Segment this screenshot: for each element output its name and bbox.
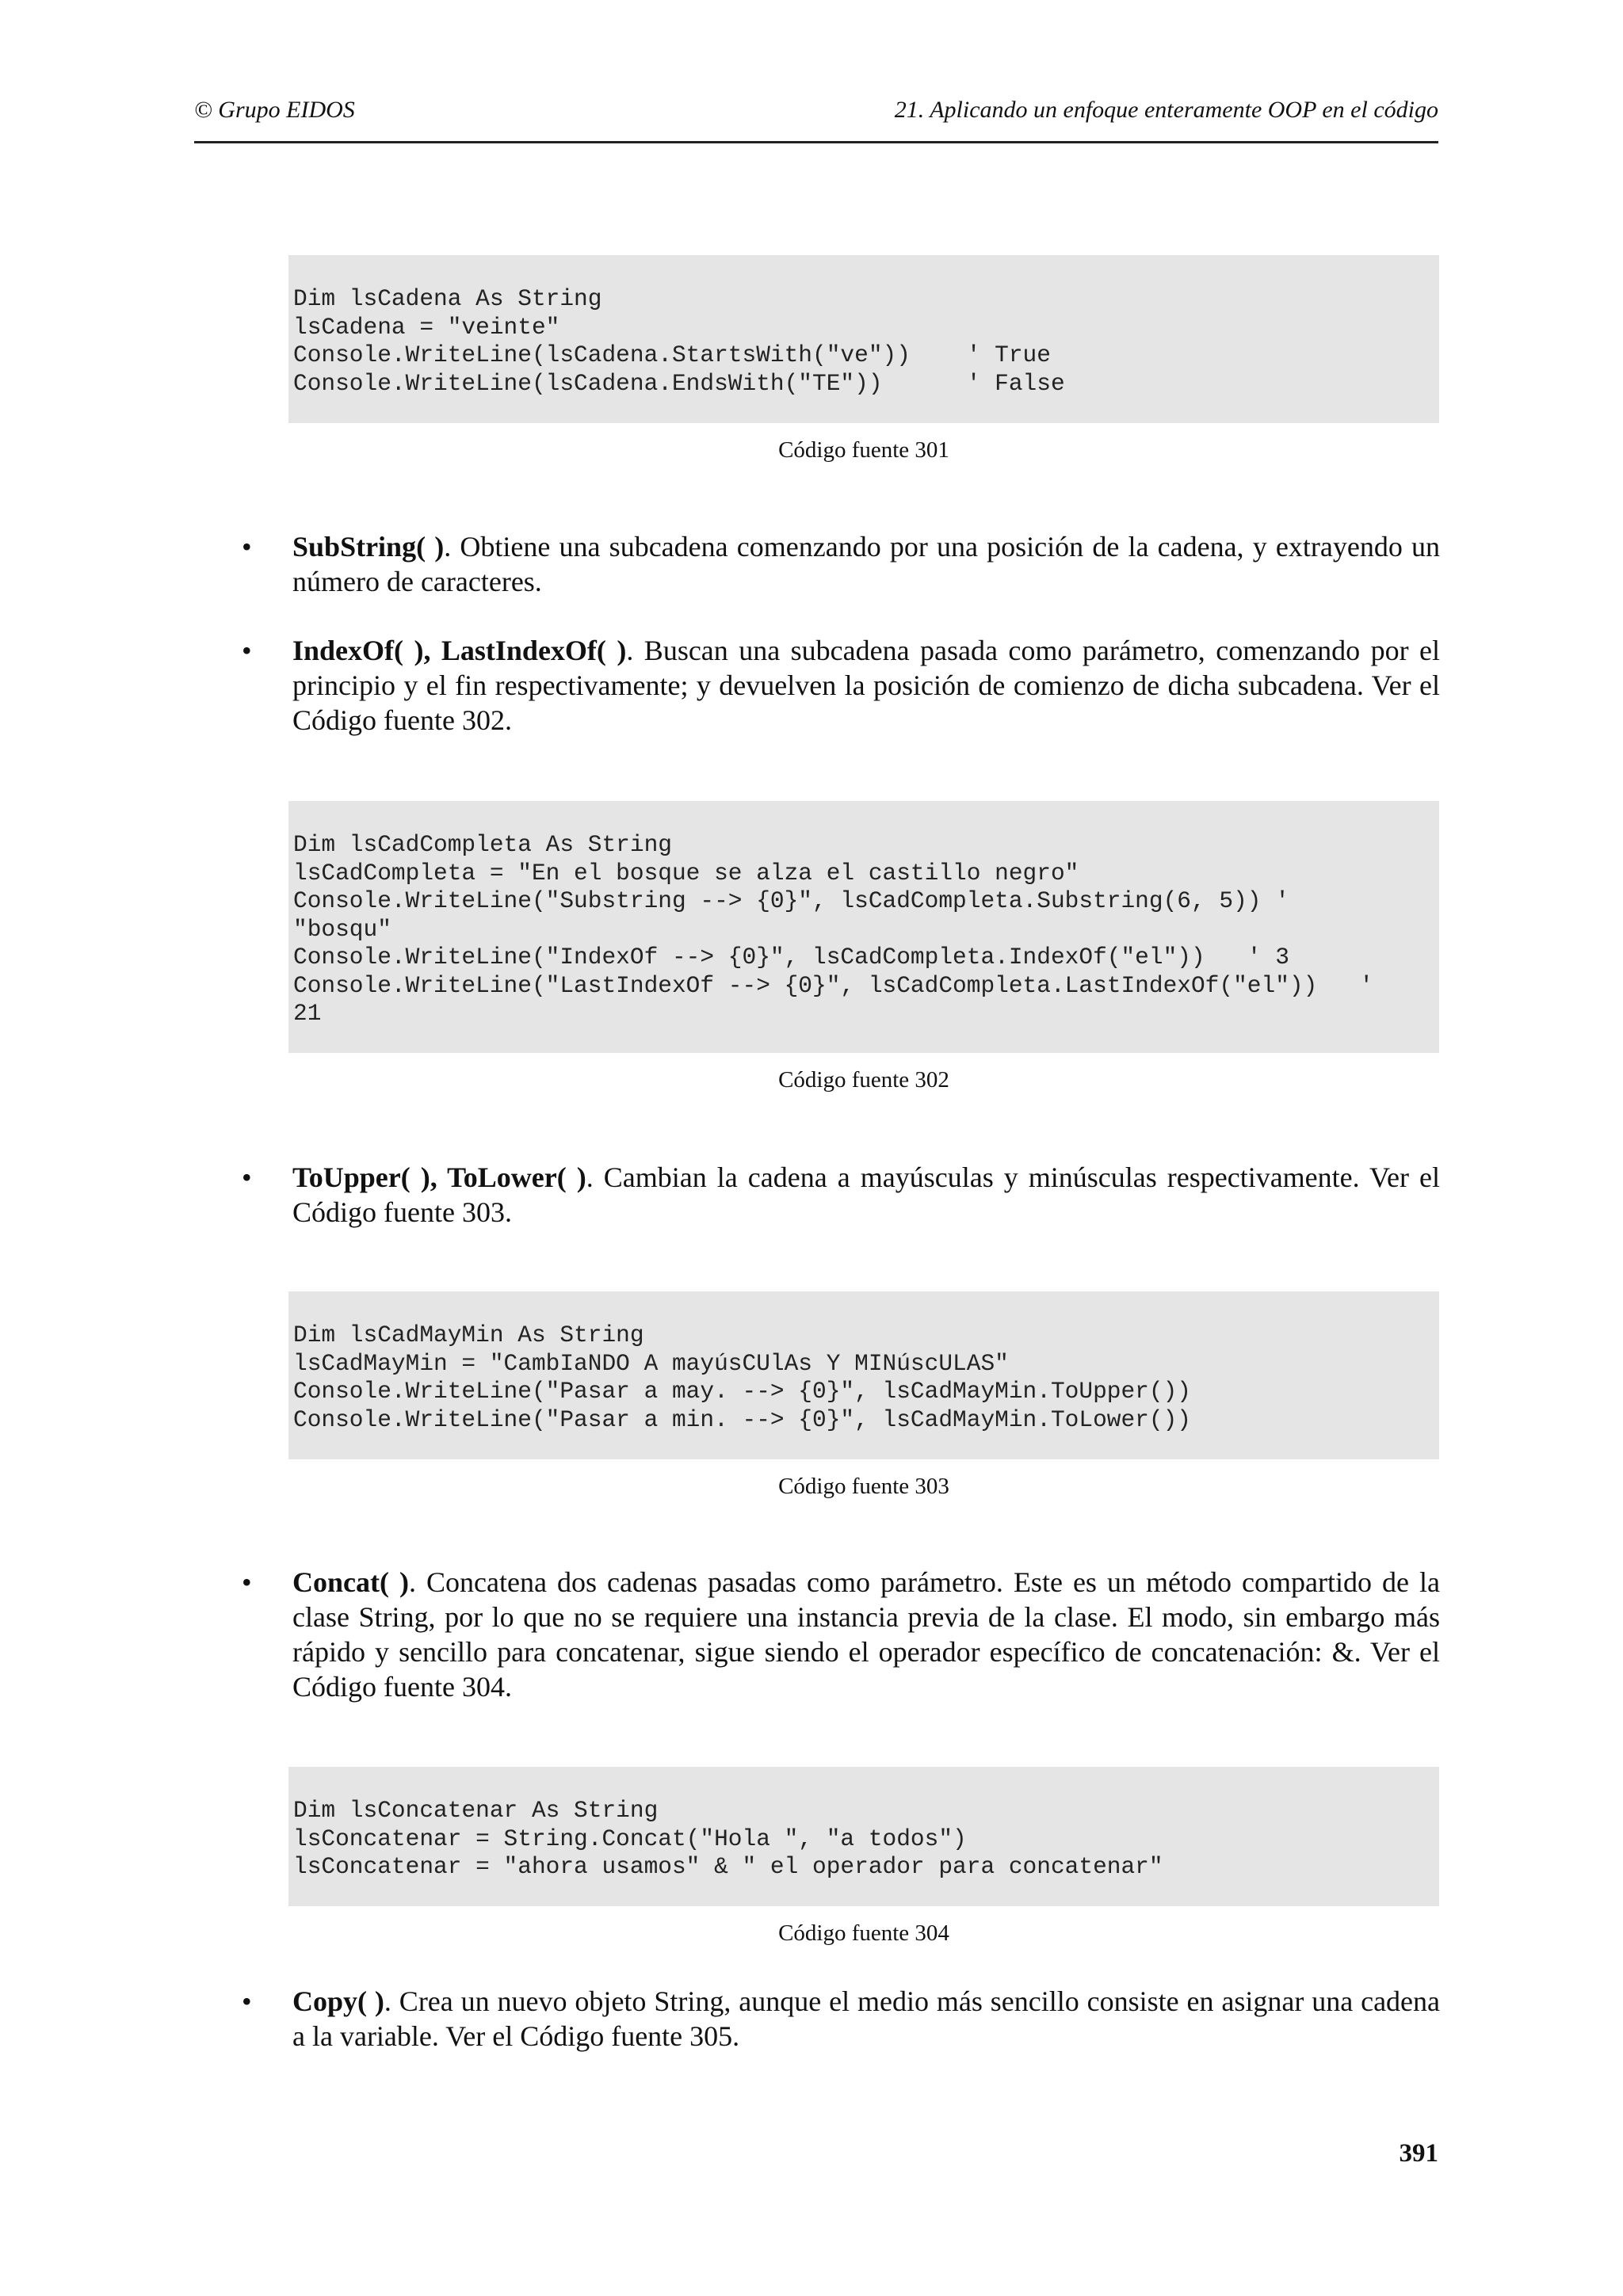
code-block-301 [288,255,1439,423]
bullet-description: . Crea un nuevo objeto String, aunque el medio más sencillo consiste en asignar una cadena a la variable. Ver el Código fuente 305. [292,1985,1441,2052]
bullet-description: . Cambian la cadena a mayúsculas y minúsculas respectivamente. Ver el Código fuente 303. [292,1161,1440,1228]
bullet-concat-text [292,1565,1440,1704]
code-caption-302: Código fuente 302 [778,1067,949,1093]
bullet-term: IndexOf( ), LastIndexOf( ) [292,635,627,666]
code-caption-304: Código fuente 304 [778,1920,949,1946]
code-line: Console.WriteLine(lsCadena.EndsWith("TE")) ' False [293,369,1065,397]
code-block-302 [288,801,1439,1053]
bullet-dot: • [242,1985,252,2017]
bullet-term: Concat( ) [292,1566,409,1598]
header-publisher: © Grupo EIDOS [194,97,355,123]
bullet-description: . Buscan una subcadena pasada como parámetro, comenzando por el principio y el fin respectivamente; y devuelven la posición de comienzo de dicha subcadena. Ver el Código fuente 302. [292,635,1440,736]
code-line: Console.WriteLine("Pasar a may. --> {0}", lsCadMayMin.ToUpper()) [293,1378,1191,1405]
code-line: Console.WriteLine("Pasar a min. --> {0}", lsCadMayMin.ToLower()) [293,1405,1191,1433]
code-caption-301: Código fuente 301 [778,437,949,463]
bullet-term: ToUpper( ), ToLower( ) [292,1161,586,1193]
code-line: Dim lsCadena As String [293,285,602,312]
bullet-copy-text [292,1984,1440,2054]
code-line: lsConcatenar = String.Concat("Hola ", "a todos") [293,1825,967,1852]
code-line: Dim lsCadCompleta As String [293,831,672,858]
bullet-dot: • [242,531,252,563]
code-line: Console.WriteLine("Substring --> {0}", lsCadCompleta.Substring(6, 5)) ' [293,887,1289,914]
code-line: Console.WriteLine(lsCadena.StartsWith("ve")) ' True [293,341,1051,368]
bullet-indexof [242,633,1440,739]
bullet-dot: • [242,1161,252,1193]
bullet-description: . Concatena dos cadenas pasadas como parámetro. Este es un método compartido de la clase String, por lo que no se requiere una instancia previa de la clase. El modo, sin embargo más rápido y sencillo para concatenar, sigue siendo el operador específico de concatenación: &. Ver el Código fuente 304. [292,1566,1440,1703]
code-line: lsCadCompleta = "En el bosque se alza el castillo negro" [293,859,1079,887]
bullet-substring [242,529,1440,601]
code-caption-303: Código fuente 303 [778,1474,949,1499]
bullet-toupper-text [292,1160,1440,1230]
bullet-substring-text [292,529,1440,599]
bullet-dot: • [242,635,252,666]
code-line: 21 [293,1000,322,1027]
code-block-303 [288,1291,1439,1459]
code-line: "bosqu" [293,915,391,943]
code-line: lsCadMayMin = "CambIaNDO A mayúsCUlAs Y MINúscULAS" [293,1349,1009,1377]
bullet-copy [242,1984,1440,2055]
code-line: Dim lsCadMayMin As String [293,1322,644,1348]
bullet-indexof-text [292,633,1440,738]
bullet-dot: • [242,1566,252,1598]
code-block-304 [288,1767,1439,1906]
code-line: Console.WriteLine("IndexOf --> {0}", lsCadCompleta.IndexOf("el")) ' 3 [293,944,1289,971]
code-line: lsConcatenar = "ahora usamos" & " el operador para concatenar" [293,1853,1163,1880]
code-line: Console.WriteLine("LastIndexOf --> {0}", lsCadCompleta.LastIndexOf("el")) ' [293,971,1374,999]
code-line: Dim lsConcatenar As String [293,1797,659,1824]
bullet-toupper [242,1160,1440,1231]
page-number: 391 [1399,2139,1438,2168]
bullet-description: . Obtiene una subcadena comenzando por una posición de la cadena, y extrayendo un número de caracteres. [292,531,1440,597]
page-header [194,93,1438,143]
bullet-term: SubString( ) [292,531,445,563]
bullet-term: Copy( ) [292,1985,384,2017]
code-line: lsCadena = "veinte" [293,313,560,341]
bullet-concat [242,1565,1440,1706]
header-chapter-title: 21. Aplicando un enfoque enteramente OOP en el código [894,97,1438,123]
